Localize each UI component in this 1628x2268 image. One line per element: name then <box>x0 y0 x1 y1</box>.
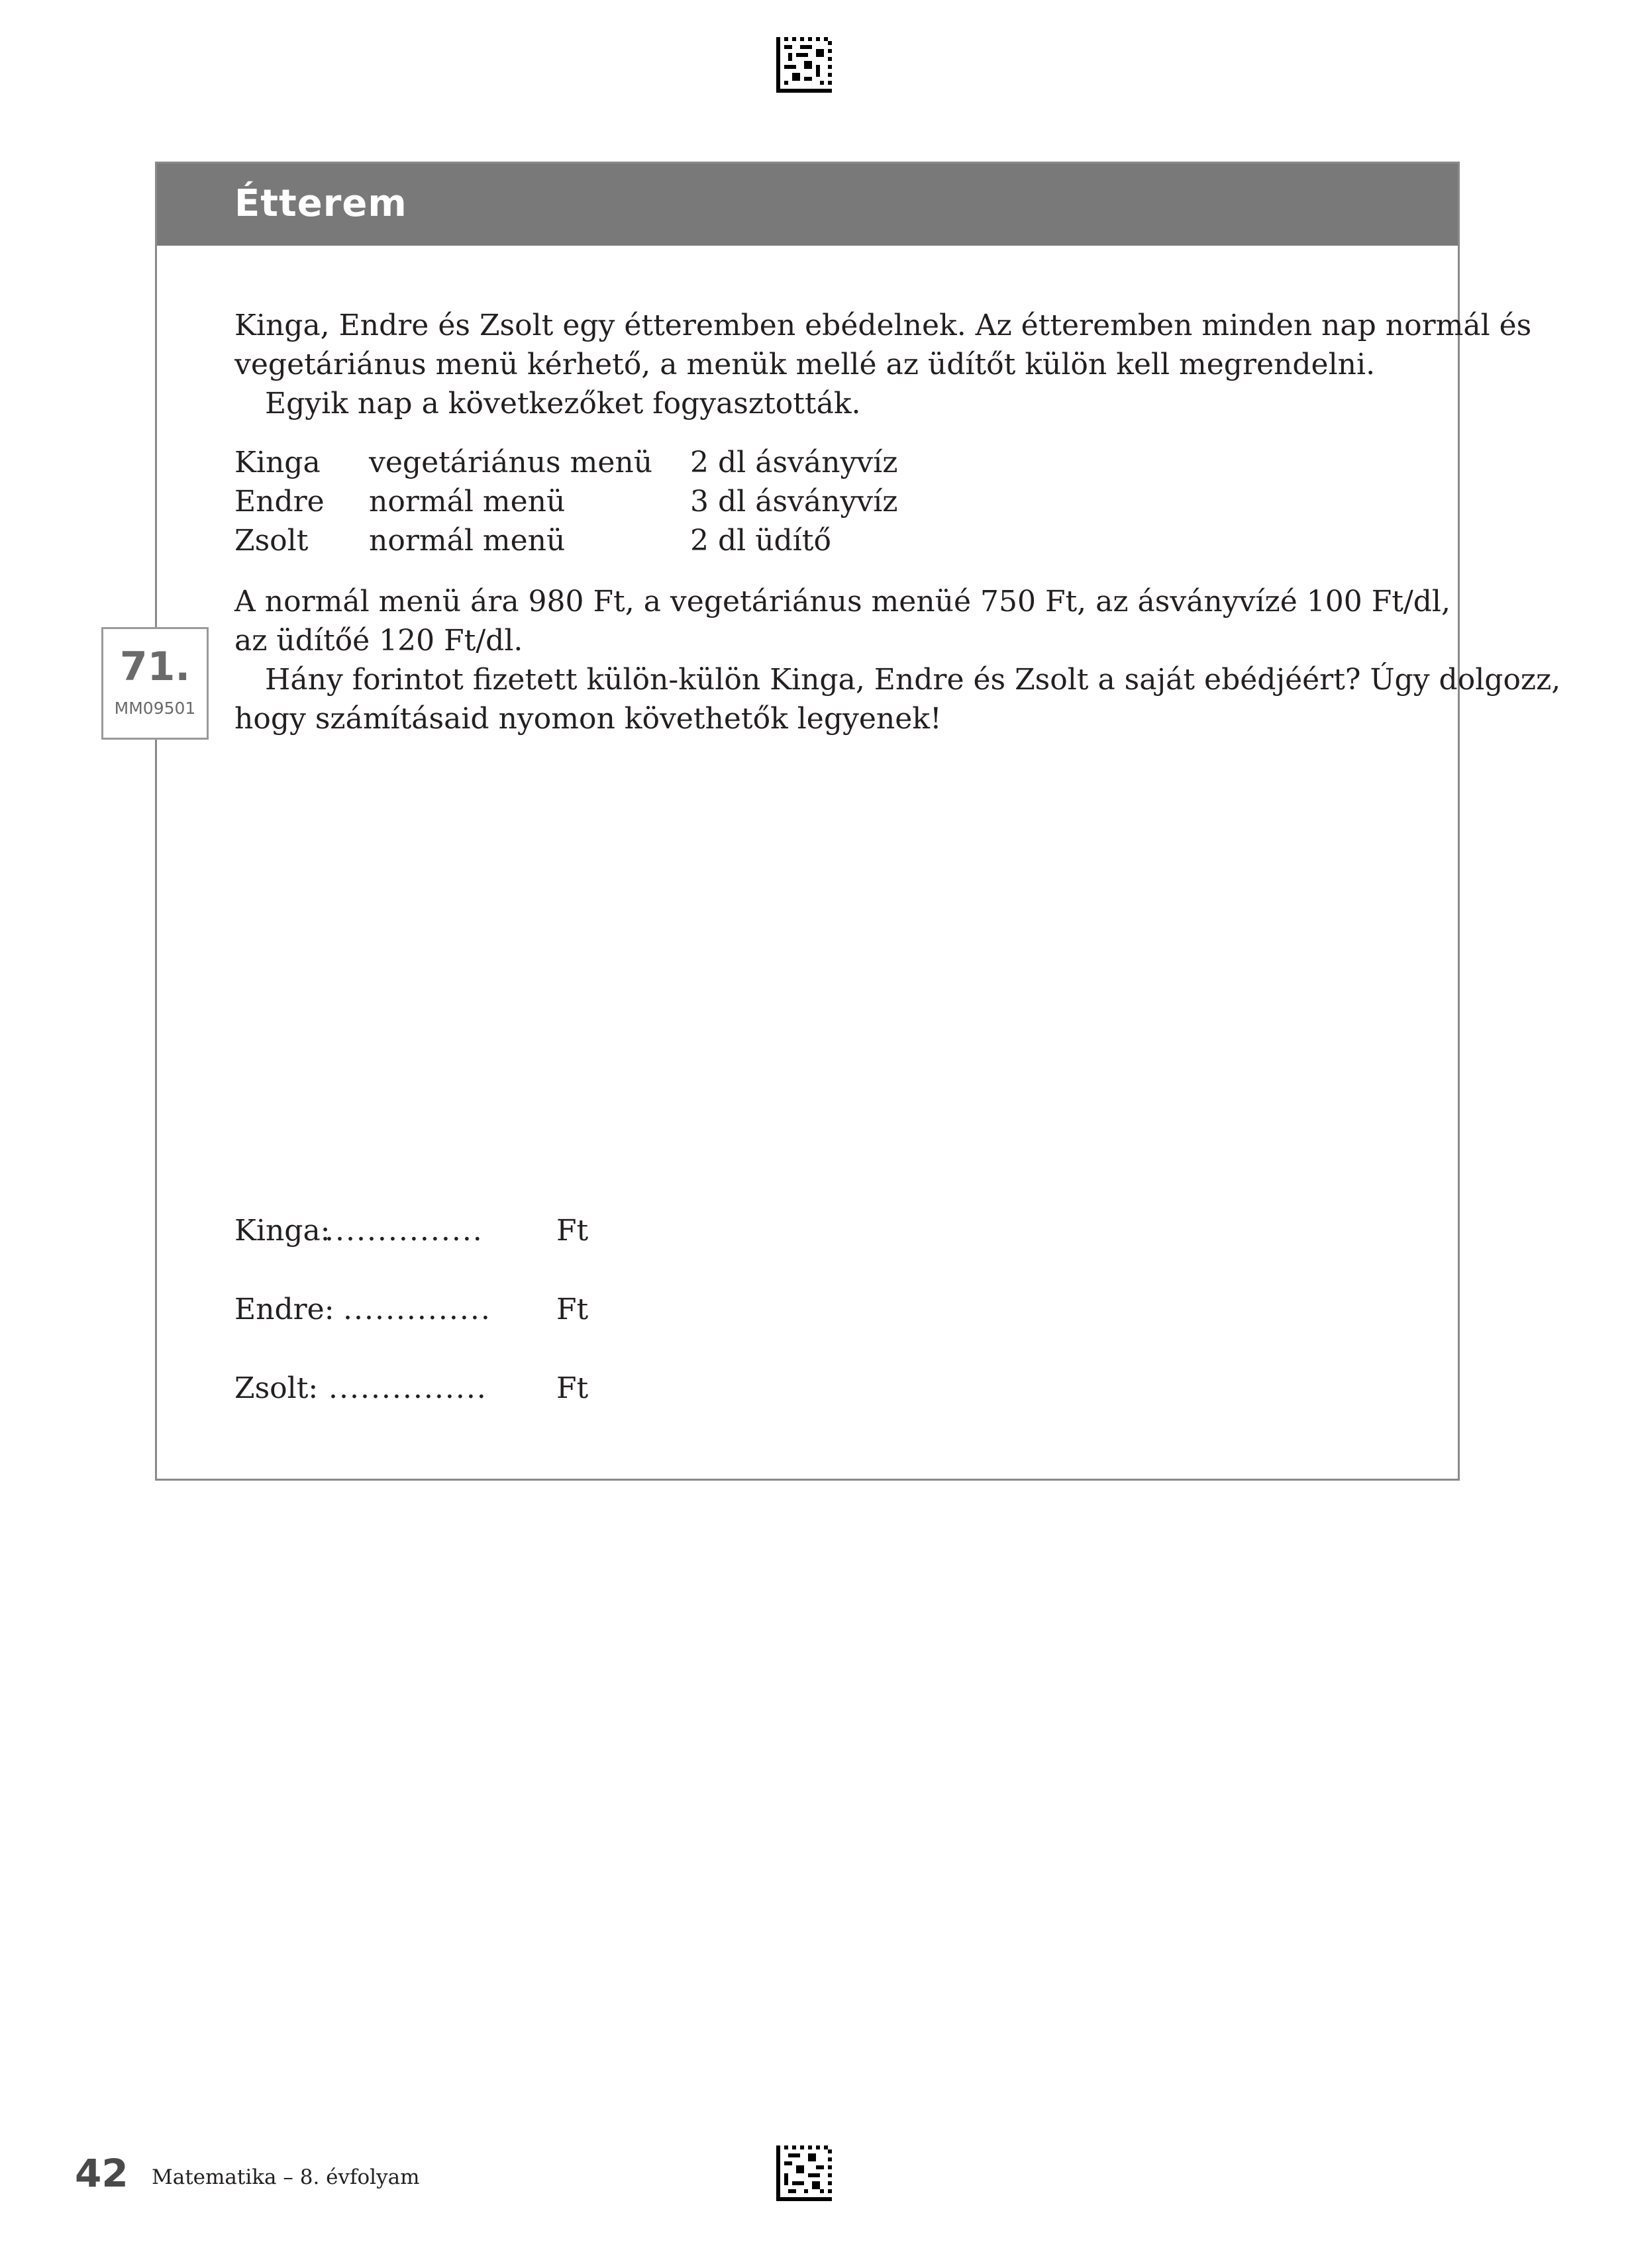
question-line-1: Hány forintot fizetett külön-külön Kinga, Endre és Zsolt a saját ebédjéért? Úgy dolgozz, <box>265 663 1561 697</box>
answer-blank[interactable]: ............... <box>325 1214 483 1248</box>
order-menu: normál menü <box>369 485 566 518</box>
page-number: 42 <box>75 2151 128 2196</box>
intro-line-1: Kinga, Endre és Zsolt egy étteremben ebédelnek. Az étteremben minden nap normál és <box>234 309 1532 342</box>
answer-unit: Ft <box>556 1293 589 1326</box>
order-name: Endre <box>234 485 325 518</box>
answer-unit: Ft <box>556 1214 589 1248</box>
prices-line-1: A normál menü ára 980 Ft, a vegetáriánus menüé 750 Ft, az ásványvízé 100 Ft/dl, <box>234 585 1450 618</box>
order-name: Zsolt <box>234 524 309 558</box>
order-name: Kinga <box>234 446 321 479</box>
order-drink: 2 dl ásványvíz <box>690 446 898 479</box>
order-menu: normál menü <box>369 524 566 558</box>
answer-label: Kinga: <box>234 1214 331 1248</box>
task-code: MM09501 <box>114 699 196 718</box>
datamatrix-code-icon <box>776 2145 832 2201</box>
intro-line-3: Egyik nap a következőket fogyasztották. <box>265 387 861 420</box>
intro-line-2: vegetáriánus menü kérhető, a menük mellé az üdítőt külön kell megrendelni. <box>234 348 1376 381</box>
answer-label: Endre: <box>234 1293 334 1326</box>
task-number-badge <box>101 627 209 740</box>
footer-subject: Matematika – 8. évfolyam <box>152 2165 420 2189</box>
question-line-2: hogy számításaid nyomon követhetők legyenek! <box>234 702 942 736</box>
answer-blank[interactable]: ............... <box>329 1371 487 1405</box>
prices-line-2: az üdítőé 120 Ft/dl. <box>234 624 523 658</box>
order-drink: 2 dl üdítő <box>690 524 831 558</box>
order-menu: vegetáriánus menü <box>369 446 653 479</box>
answer-blank[interactable]: .............. <box>343 1293 491 1326</box>
task-title: Étterem <box>234 182 407 225</box>
answer-label: Zsolt: <box>234 1371 319 1405</box>
task-number: 71. <box>119 644 191 690</box>
datamatrix-code-icon <box>776 37 832 93</box>
task-header <box>157 164 1458 246</box>
answer-unit: Ft <box>556 1371 589 1405</box>
order-drink: 3 dl ásványvíz <box>690 485 898 518</box>
